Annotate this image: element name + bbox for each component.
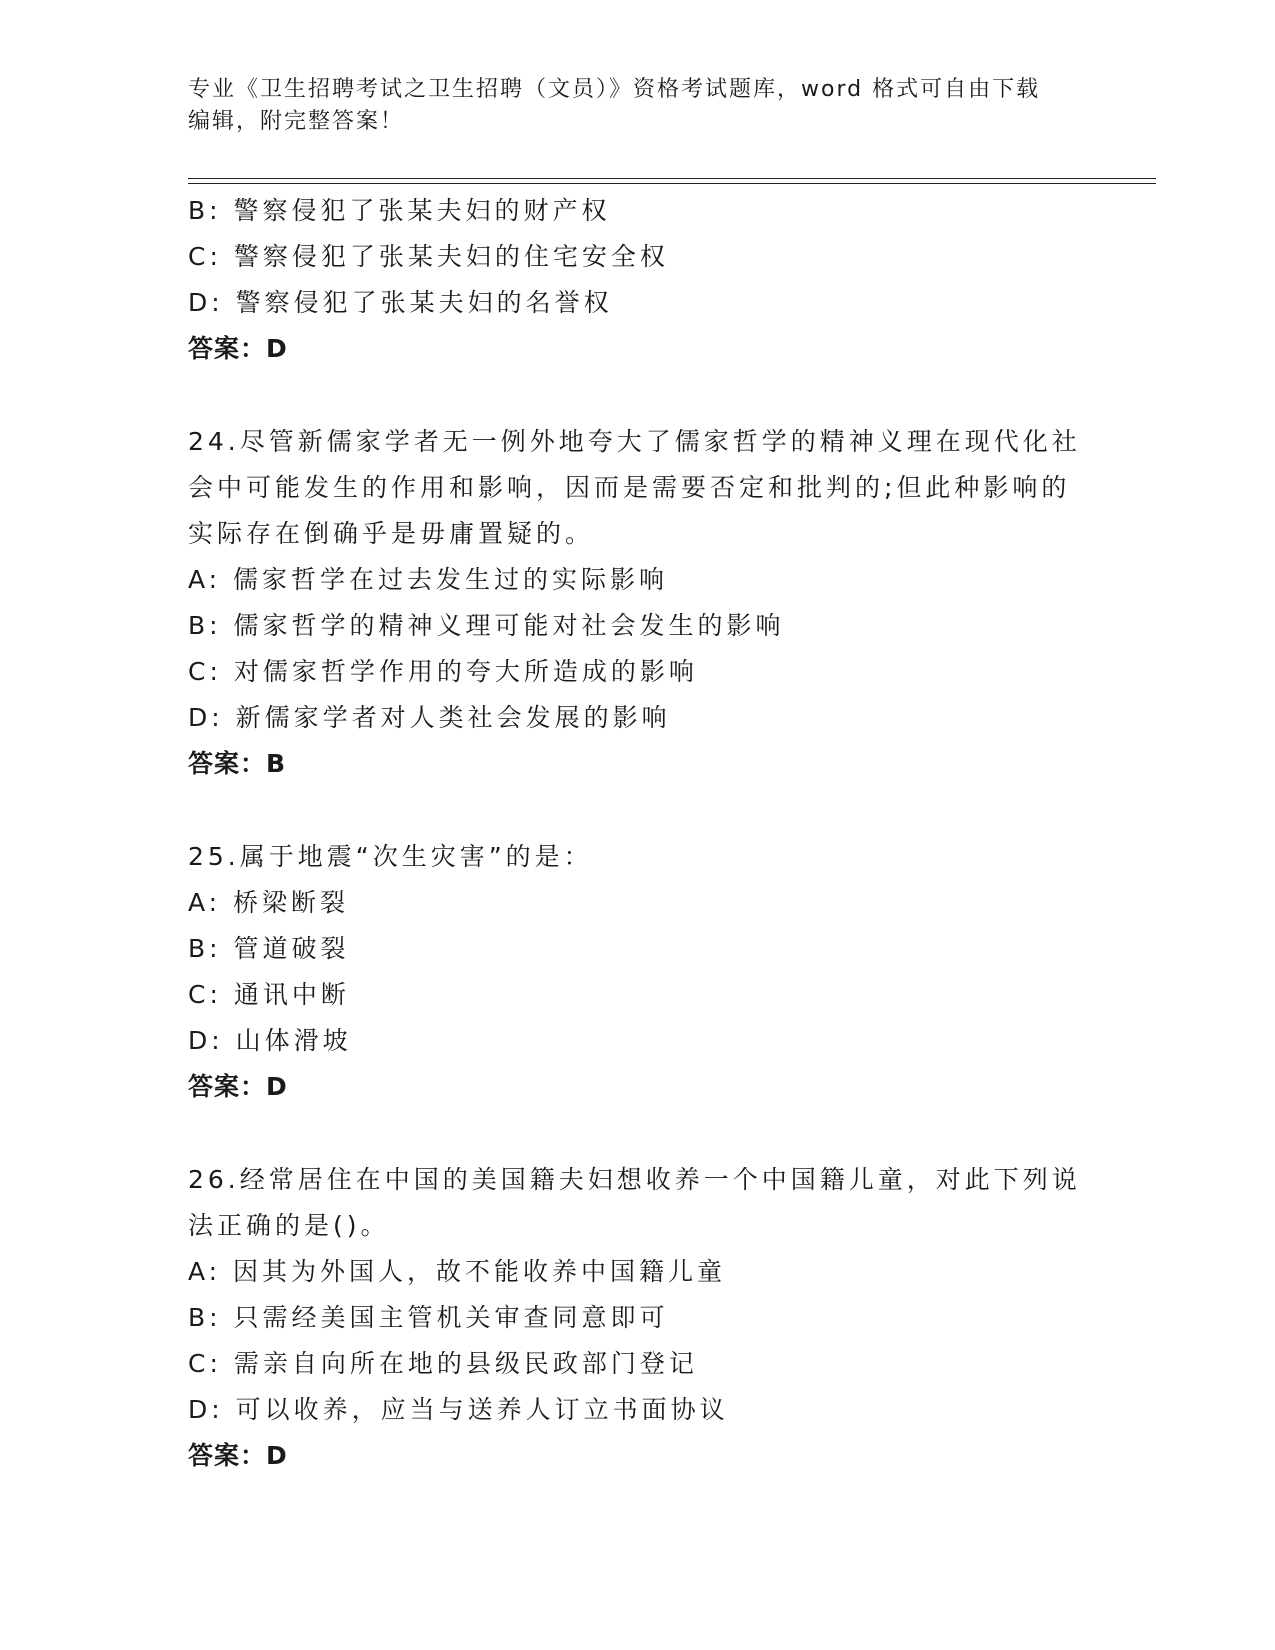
option-c: C: 需亲自向所在地的县级民政部门登记 xyxy=(188,1349,698,1378)
header-divider-top xyxy=(188,178,1156,179)
option-b: B: 只需经美国主管机关审查同意即可 xyxy=(188,1303,669,1332)
option-c: C: 通讯中断 xyxy=(188,980,350,1009)
question-stem: 25.属于地震“次生灾害”的是： xyxy=(188,842,593,871)
option-d: D: 山体滑坡 xyxy=(188,1026,352,1055)
question-stem: 实际存在倒确乎是毋庸置疑的。 xyxy=(188,519,595,548)
question-26 xyxy=(188,1157,1088,1479)
option-b: B: 管道破裂 xyxy=(188,934,350,963)
option-c: C: 对儒家哲学作用的夸大所造成的影响 xyxy=(188,657,698,686)
answer: 答案：D xyxy=(188,1441,288,1470)
question-stem: 会中可能发生的作用和影响，因而是需要否定和批判的;但此种影响的 xyxy=(188,473,1071,502)
header-line-1: 专业《卫生招聘考试之卫生招聘（文员）》资格考试题库，word 格式可自由下载 xyxy=(188,77,1041,102)
option-b: B: 儒家哲学的精神义理可能对社会发生的影响 xyxy=(188,611,785,640)
option-b: B: 警察侵犯了张某夫妇的财产权 xyxy=(188,196,611,225)
question-stem: 24.尽管新儒家学者无一例外地夸大了儒家哲学的精神义理在现代化社 xyxy=(188,427,1081,456)
option-a: A: 因其为外国人，故不能收养中国籍儿童 xyxy=(188,1257,727,1286)
option-a: A: 儒家哲学在过去发生过的实际影响 xyxy=(188,565,669,594)
header-divider-bottom xyxy=(188,183,1156,184)
answer: 答案：B xyxy=(188,749,287,778)
option-a: A: 桥梁断裂 xyxy=(188,888,350,917)
question-25 xyxy=(188,834,1088,1110)
answer: 答案：D xyxy=(188,1072,288,1101)
option-c: C: 警察侵犯了张某夫妇的住宅安全权 xyxy=(188,242,669,271)
question-stem: 26.经常居住在中国的美国籍夫妇想收养一个中国籍儿童，对此下列说 xyxy=(188,1165,1081,1194)
option-d: D: 可以收养，应当与送养人订立书面协议 xyxy=(188,1395,729,1424)
question-stem: 法正确的是()。 xyxy=(188,1211,390,1240)
question-content xyxy=(188,188,1088,1479)
option-d: D: 新儒家学者对人类社会发展的影响 xyxy=(188,703,671,732)
spacer xyxy=(188,1110,1088,1157)
spacer xyxy=(188,787,1088,834)
header-line-2: 编辑，附完整答案！ xyxy=(188,109,405,134)
spacer xyxy=(188,372,1088,419)
option-d: D: 警察侵犯了张某夫妇的名誉权 xyxy=(188,288,613,317)
answer: 答案：D xyxy=(188,334,288,363)
document-header xyxy=(188,74,1088,138)
question-24 xyxy=(188,419,1088,787)
question-23-remainder xyxy=(188,188,1088,372)
